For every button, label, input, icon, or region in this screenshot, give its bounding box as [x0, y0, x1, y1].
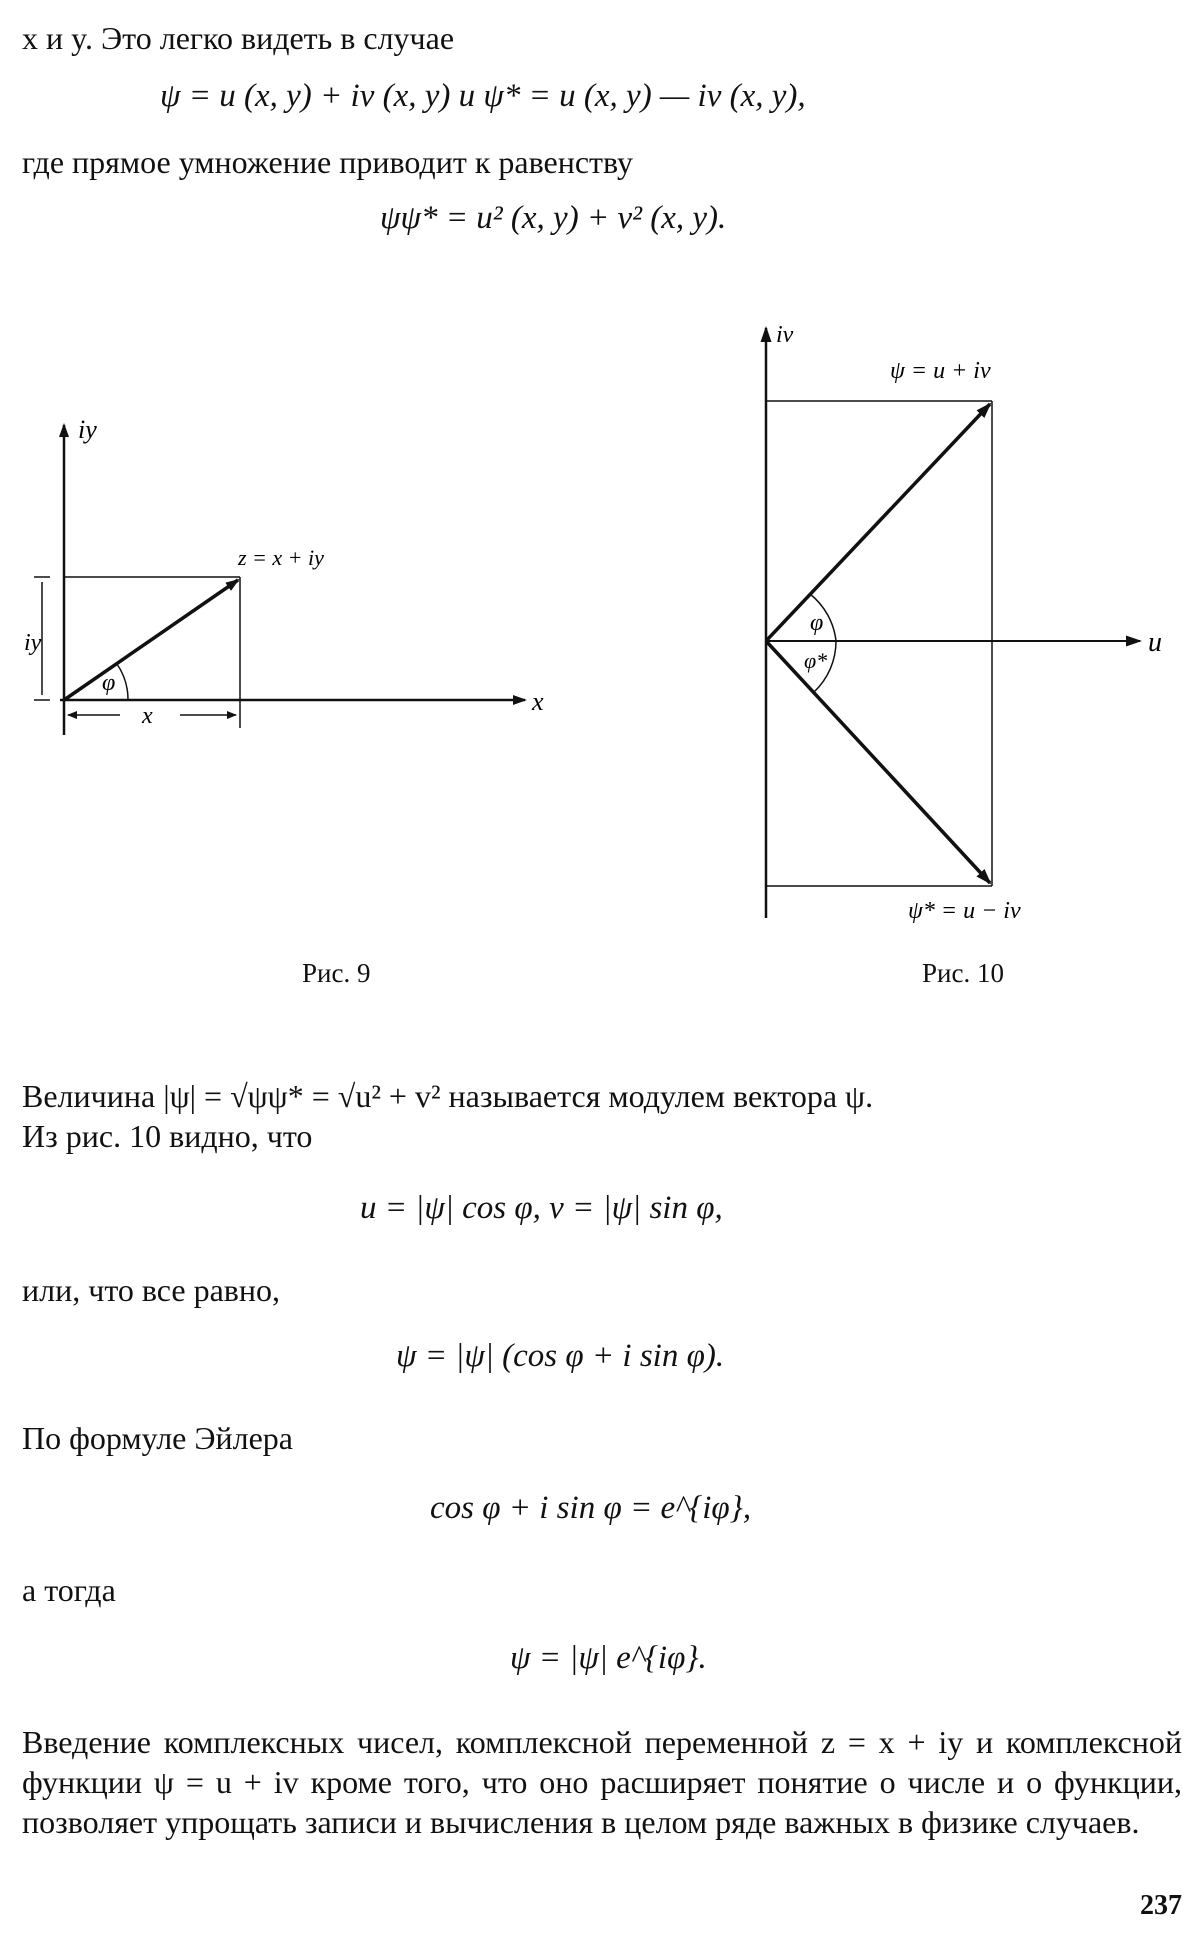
fig10-axis-v-label: iv: [776, 322, 794, 348]
fig9-axis-x-label: x: [532, 687, 544, 716]
fig10-reference-text: Из рис. 10 видно, что: [22, 1118, 313, 1154]
fig9-angle-label: φ: [102, 670, 116, 696]
fig9-axis-y-label: iy: [78, 415, 97, 444]
euler-text: По формуле Эйлера: [22, 1420, 293, 1456]
fig10-vector-psi: [766, 404, 990, 641]
page-number: 237: [1140, 1890, 1182, 1921]
figure-10-caption: Рис. 10: [922, 958, 1004, 988]
equation-u-v: u = |ψ| cos φ, v = |ψ| sin φ,: [360, 1190, 723, 1226]
fig9-angle-arc: [117, 664, 128, 700]
fig9-bottom-label: x: [142, 703, 153, 729]
equation-psi-product: ψψ* = u² (x, y) + v² (x, y).: [380, 200, 727, 236]
equation-psi-trig: ψ = |ψ| (cos φ + i sin φ).: [396, 1338, 725, 1374]
conclusion-paragraph: Введение комплексных чисел, комплексной переменной z = x + iy и комплексной функции ψ = u + iv кроме того, что оно расширяет понятие о числе и о функции, позволяет упрощать записи и вычисления в целом ряде важных в физике случаев.: [22, 1724, 1182, 1840]
fig9-vector-label: z = x + iy: [238, 545, 324, 570]
fig10-axis-u-label: u: [1148, 627, 1162, 658]
fig9-side-label: iy: [24, 630, 42, 656]
equation-psi-exp: ψ = |ψ| e^{iφ}.: [510, 1640, 707, 1676]
modulus-text: Величина |ψ| = √ψψ* = √u² + v² называется модулем вектора ψ.: [22, 1078, 874, 1114]
direct-multiplication-text: где прямое умножение приводит к равенству: [22, 144, 634, 180]
fig10-top-label: ψ = u + iv: [890, 358, 991, 384]
or-same-text: или, что все равно,: [22, 1272, 281, 1308]
figure-9-diagram: [20, 410, 580, 770]
figure-10-diagram: [740, 318, 1170, 938]
equation-psi-definition: ψ = u (x, y) + iv (x, y) и ψ* = u (x, y) — iv (x, y),: [160, 78, 806, 114]
fig10-angle-star-label: φ*: [804, 648, 828, 673]
fig9-vector-z: [64, 580, 238, 700]
fig10-vector-psi-star: [766, 641, 990, 883]
fig10-angle-label: φ: [810, 610, 824, 636]
intro-line: x и y. Это легко видеть в случае: [22, 20, 455, 56]
then-text: а тогда: [22, 1572, 116, 1608]
equation-euler: cos φ + i sin φ = e^{iφ},: [430, 1490, 752, 1526]
fig10-bottom-label: ψ* = u − iv: [908, 898, 1021, 924]
figure-9-caption: Рис. 9: [302, 958, 371, 988]
